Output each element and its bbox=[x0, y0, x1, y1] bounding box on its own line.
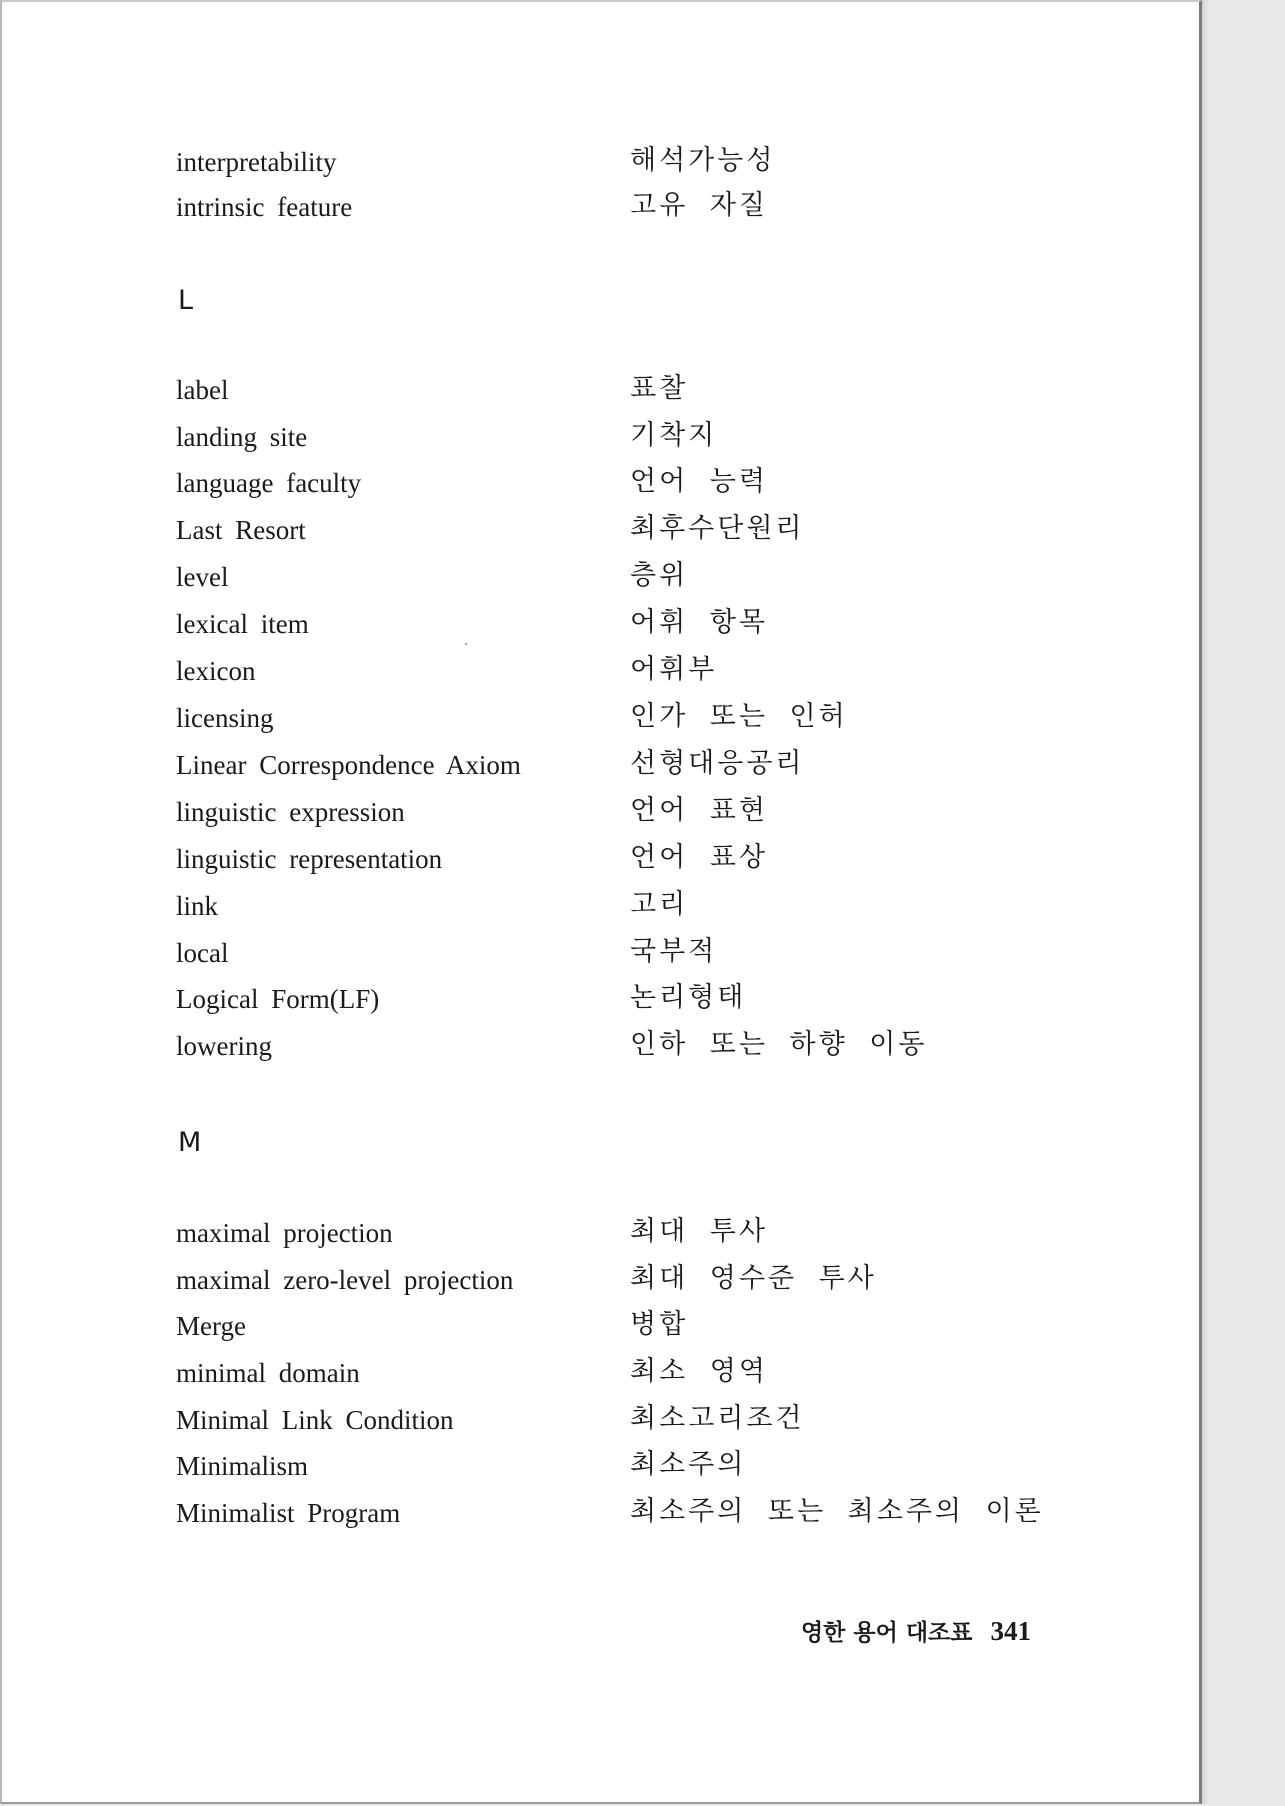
term-korean: 최소주의 또는 최소주의 이론 bbox=[630, 1496, 1044, 1527]
page-number: 341 bbox=[990, 1616, 1031, 1646]
term-english: interpretability bbox=[176, 147, 337, 177]
term-korean: 최소 영역 bbox=[630, 1356, 768, 1387]
term-english: linguistic representation bbox=[176, 844, 443, 874]
term-korean: 언어 능력 bbox=[630, 466, 768, 497]
term-english: link bbox=[176, 891, 219, 921]
term-korean: 병합 bbox=[630, 1309, 689, 1340]
term-korean: 층위 bbox=[630, 560, 689, 591]
term-english: intrinsic feature bbox=[176, 192, 353, 222]
term-english: local bbox=[176, 938, 229, 968]
term-english: language faculty bbox=[176, 468, 362, 498]
term-english: Linear Correspondence Axiom bbox=[176, 750, 521, 780]
term-korean: 어휘부 bbox=[630, 654, 718, 685]
term-english: linguistic expression bbox=[176, 797, 405, 827]
page-footer bbox=[801, 1618, 1031, 1645]
term-korean: 선형대응공리 bbox=[630, 748, 805, 779]
term-english: lexical item bbox=[176, 609, 309, 639]
term-english: Last Resort bbox=[176, 515, 306, 545]
term-english: label bbox=[176, 375, 229, 405]
term-english: Merge bbox=[176, 1311, 246, 1341]
term-korean: 인가 또는 인허 bbox=[630, 701, 848, 732]
term-korean: 최대 투사 bbox=[630, 1216, 768, 1247]
term-korean: 고리 bbox=[630, 889, 689, 920]
term-english: licensing bbox=[176, 703, 274, 733]
term-english: Minimalism bbox=[176, 1451, 309, 1481]
footer-title: 영한 용어 대조표 bbox=[800, 1620, 973, 1646]
term-english: landing site bbox=[176, 422, 308, 452]
term-korean: 최후수단원리 bbox=[630, 513, 805, 544]
term-english: lexicon bbox=[176, 656, 256, 686]
term-korean: 국부적 bbox=[630, 936, 718, 967]
term-korean: 고유 자질 bbox=[630, 190, 768, 221]
term-english: maximal projection bbox=[176, 1218, 393, 1248]
term-english: Logical Form(LF) bbox=[176, 984, 380, 1014]
term-korean: 최대 영수준 투사 bbox=[630, 1263, 877, 1294]
term-english: level bbox=[176, 562, 229, 592]
section-heading-m: M bbox=[178, 1127, 202, 1158]
term-korean: 언어 표현 bbox=[630, 795, 768, 826]
term-korean: 인하 또는 하향 이동 bbox=[630, 1029, 928, 1060]
term-korean: 기착지 bbox=[630, 420, 718, 451]
scan-speck bbox=[465, 643, 467, 645]
term-korean: 최소고리조건 bbox=[630, 1403, 805, 1434]
term-korean: 표찰 bbox=[630, 373, 689, 404]
term-korean: 어휘 항목 bbox=[630, 607, 768, 638]
term-english: lowering bbox=[176, 1031, 272, 1061]
term-korean: 해석가능성 bbox=[630, 145, 776, 176]
term-korean: 논리형태 bbox=[630, 982, 747, 1013]
term-korean: 언어 표상 bbox=[630, 842, 768, 873]
term-english: minimal domain bbox=[176, 1358, 360, 1388]
term-korean: 최소주의 bbox=[630, 1449, 747, 1480]
term-english: Minimal Link Condition bbox=[176, 1405, 454, 1435]
term-english: maximal zero-level projection bbox=[176, 1265, 514, 1295]
term-english: Minimalist Program bbox=[176, 1498, 401, 1528]
section-heading-l: L bbox=[178, 285, 194, 316]
